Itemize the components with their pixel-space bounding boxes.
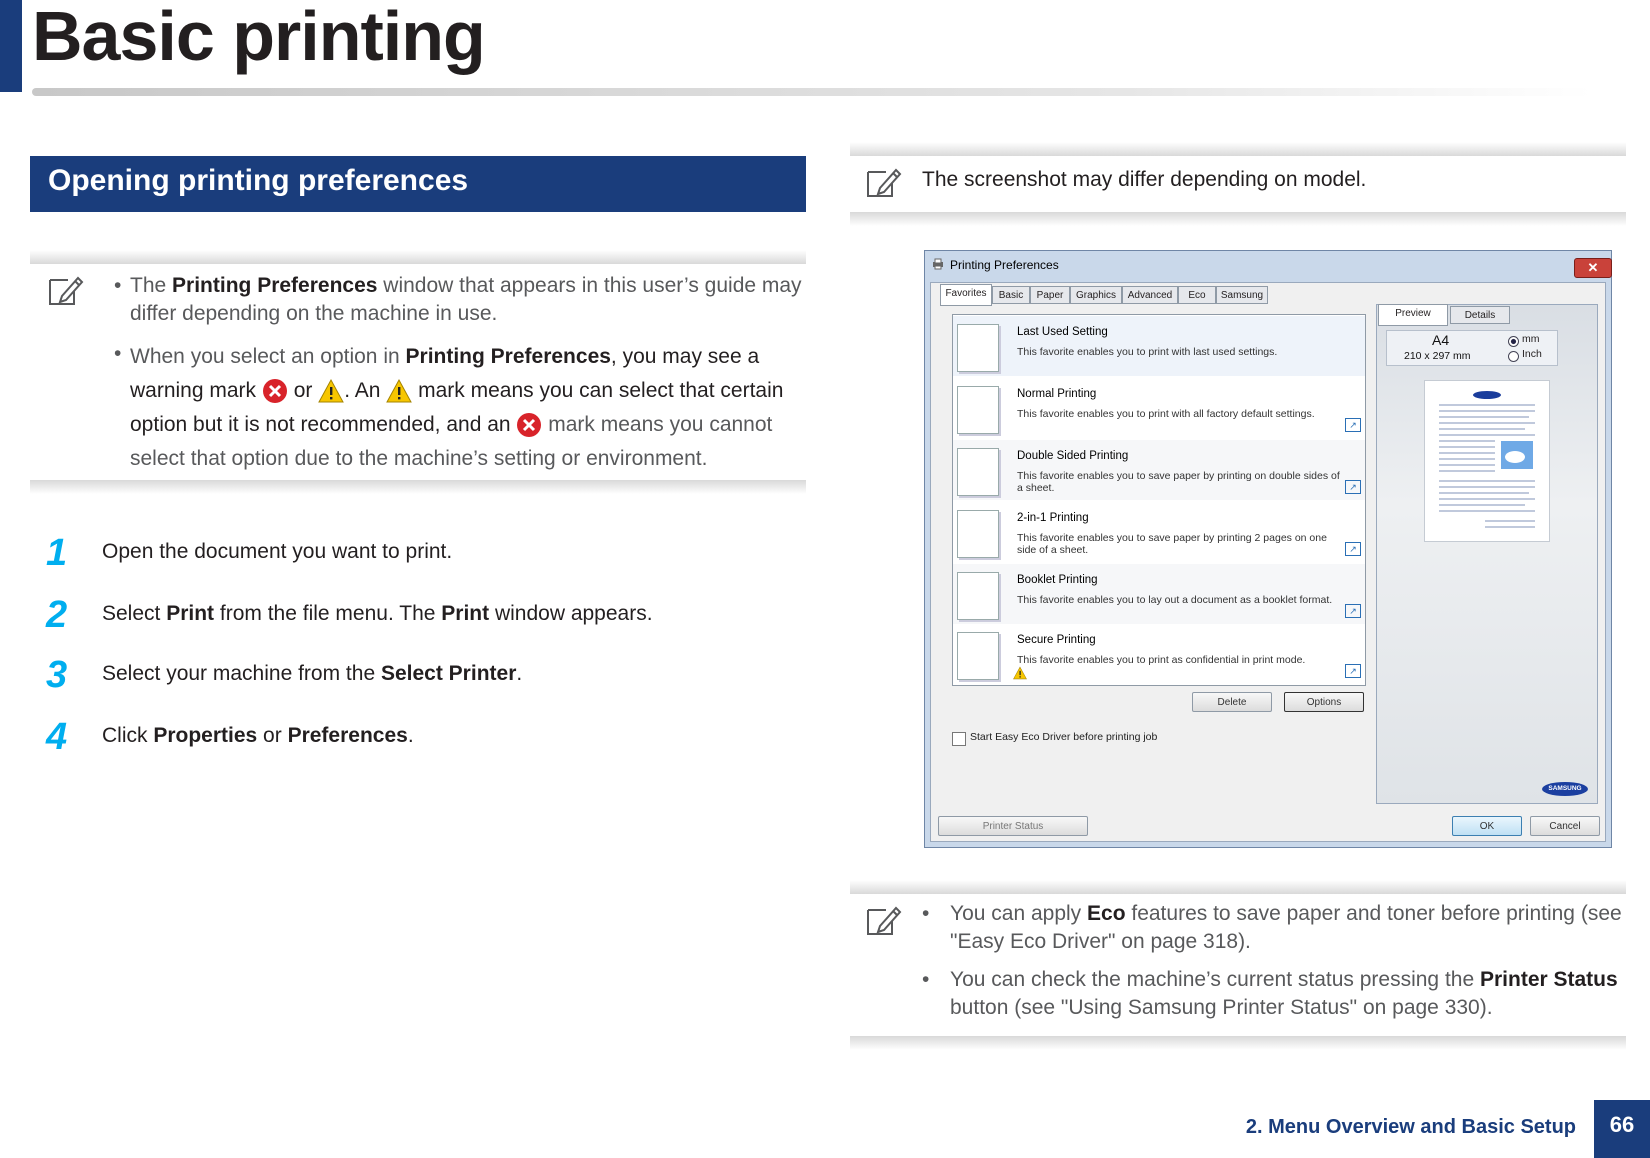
tab-details[interactable]: Details xyxy=(1450,306,1510,324)
note-top-rule xyxy=(30,250,806,264)
tab-advanced[interactable]: Advanced xyxy=(1122,286,1178,304)
edit-favorite-icon[interactable]: ↗ xyxy=(1345,418,1361,432)
paper-size: A4 xyxy=(1432,332,1450,348)
note-bottom-rule xyxy=(850,212,1626,226)
close-button[interactable]: ✕ xyxy=(1574,258,1612,278)
favorite-item-secure[interactable] xyxy=(953,624,1365,684)
favorite-name: 2-in-1 Printing xyxy=(1017,512,1089,524)
favorite-name: Normal Printing xyxy=(1017,388,1097,400)
warning-mark-icon xyxy=(386,378,412,404)
unit-inch-label: Inch xyxy=(1522,348,1542,360)
unit-inch-radio[interactable] xyxy=(1508,351,1519,362)
page-preview xyxy=(1424,380,1550,542)
page-title: Basic printing xyxy=(32,0,485,75)
warning-mark-icon xyxy=(318,378,344,404)
favorite-description: This favorite enables you to save paper by printing 2 pages on one side of a sheet. xyxy=(1017,532,1327,556)
page-thumbnail-icon xyxy=(957,386,999,434)
edit-favorite-icon[interactable]: ↗ xyxy=(1345,604,1361,618)
note2-text: The screenshot may differ depending on model. xyxy=(922,168,1367,191)
footer-chapter: 2. Menu Overview and Basic Setup xyxy=(1245,1116,1576,1138)
page-number: 66 xyxy=(1594,1100,1650,1158)
unit-mm-label: mm xyxy=(1522,333,1540,345)
note-top-rule xyxy=(850,880,1626,894)
favorite-name: Double Sided Printing xyxy=(1017,450,1129,462)
step-text: Select your machine from the Select Printer. xyxy=(102,662,523,685)
cancel-button[interactable]: Cancel xyxy=(1530,816,1600,836)
title-accent-bar xyxy=(0,0,22,92)
favorite-description: This favorite enables you to print with last used settings. xyxy=(1017,346,1278,358)
title-rule xyxy=(32,88,1592,96)
tab-preview[interactable]: Preview xyxy=(1378,304,1448,326)
favorite-description: This favorite enables you to save paper by printing on double sides of a sheet. xyxy=(1017,470,1340,494)
step-number: 3 xyxy=(46,654,68,696)
paper-dimensions: 210 x 297 mm xyxy=(1404,350,1471,362)
note1-bullet2: • When you select an option in Printing Preferences, you may see a warning mark or . An mark means you can select that certain option but it is not recommended, and an mark means you cannot select that option due to the machine’s setting or environment. xyxy=(114,342,784,470)
delete-button[interactable]: Delete xyxy=(1192,692,1272,712)
printer-icon xyxy=(932,258,944,270)
tab-paper[interactable]: Paper xyxy=(1030,286,1070,304)
note-pencil-icon xyxy=(862,900,902,940)
warning-mark-icon xyxy=(1013,666,1027,680)
note-pencil-icon xyxy=(862,162,902,202)
duplex-page-icon xyxy=(957,448,999,496)
step-number: 1 xyxy=(46,532,68,574)
document-preview-icon xyxy=(1425,381,1549,541)
section-title: Opening printing preferences xyxy=(48,164,469,197)
favorite-item-double-sided[interactable] xyxy=(953,440,1365,500)
favorite-name: Secure Printing xyxy=(1017,634,1096,646)
favorite-name: Booklet Printing xyxy=(1017,574,1098,586)
eco-checkbox[interactable] xyxy=(952,732,966,746)
step-text: Open the document you want to print. xyxy=(102,540,453,563)
favorite-description: This favorite enables you to print as confidential in print mode. xyxy=(1017,654,1306,666)
dialog-title: Printing Preferences xyxy=(950,258,1059,272)
page-thumbnail-icon xyxy=(957,324,999,372)
step-number: 4 xyxy=(46,716,68,758)
favorite-description: This favorite enables you to print with all factory default settings. xyxy=(1017,408,1315,420)
note-bottom-rule xyxy=(30,480,806,494)
booklet-page-icon xyxy=(957,572,999,620)
step-text: Select Print from the file menu. The Print window appears. xyxy=(102,602,653,625)
tab-eco[interactable]: Eco xyxy=(1178,286,1216,304)
error-mark-icon xyxy=(262,378,288,404)
tab-basic[interactable]: Basic xyxy=(992,286,1030,304)
eco-checkbox-label: Start Easy Eco Driver before printing job xyxy=(970,731,1158,743)
tab-favorites[interactable]: Favorites xyxy=(940,284,992,306)
ok-button[interactable]: OK xyxy=(1452,816,1522,836)
favorite-item-2in1[interactable] xyxy=(953,502,1365,562)
favorite-name: Last Used Setting xyxy=(1017,326,1108,338)
tab-samsung[interactable]: Samsung xyxy=(1216,286,1268,304)
step-text: Click Properties or Preferences. xyxy=(102,724,414,747)
edit-favorite-icon[interactable]: ↗ xyxy=(1345,480,1361,494)
error-mark-icon xyxy=(516,412,542,438)
preview-pane xyxy=(1376,304,1598,804)
unit-mm-radio[interactable] xyxy=(1508,336,1519,347)
edit-favorite-icon[interactable]: ↗ xyxy=(1345,542,1361,556)
options-button[interactable]: Options xyxy=(1284,692,1364,712)
note1-bullet1: • The Printing Preferences window that appears in this user’s guide may differ depending on the machine in use. xyxy=(114,274,802,325)
note-pencil-icon xyxy=(44,270,84,310)
favorite-item-last-used[interactable] xyxy=(953,316,1365,376)
step-number: 2 xyxy=(46,594,68,636)
note-bottom-rule xyxy=(850,1036,1626,1050)
favorite-item-booklet[interactable] xyxy=(953,564,1365,624)
favorite-description: This favorite enables you to lay out a document as a booklet format. xyxy=(1017,594,1333,606)
printer-status-button[interactable]: Printer Status xyxy=(938,816,1088,836)
edit-favorite-icon[interactable]: ↗ xyxy=(1345,664,1361,678)
note3-bullet1: • You can apply Eco features to save paper and toner before printing (see "Easy Eco Driver" on page 318). xyxy=(922,902,1622,953)
note-top-rule xyxy=(850,142,1626,156)
lock-page-icon xyxy=(957,632,999,680)
samsung-logo: SAMSUNG xyxy=(1542,782,1588,796)
tab-graphics[interactable]: Graphics xyxy=(1070,286,1122,304)
note3-bullet2: • You can check the machine’s current status pressing the Printer Status button (see "Using Samsung Printer Status" on page 330). xyxy=(922,968,1618,1019)
favorite-item-normal[interactable] xyxy=(953,378,1365,438)
two-up-page-icon xyxy=(957,510,999,558)
